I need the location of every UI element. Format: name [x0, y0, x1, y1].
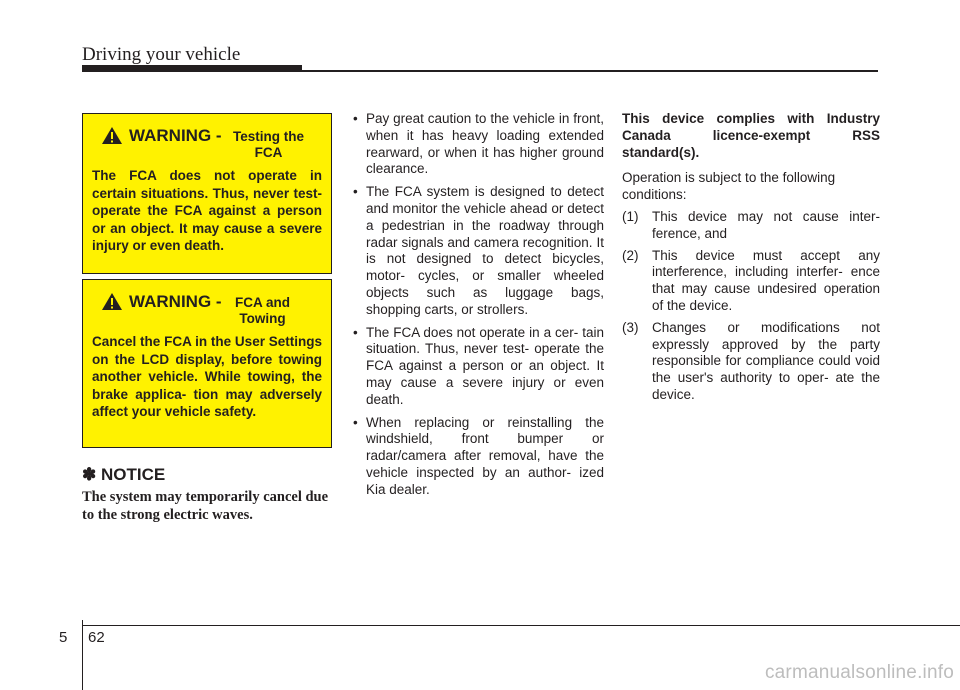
- list-item-text: The FCA does not operate in a cer- tain situation. Thus, never test- operate the FCA against a person or an object. It may cause a severe injury or even death.: [366, 324, 604, 407]
- list-item: [352, 184, 604, 318]
- bullet-dot-icon: •: [353, 414, 358, 430]
- condition-text: Changes or modifications not expressly approved by the party responsible for compliance could void the user's authority to oper- ate the device.: [652, 319, 880, 402]
- bullet-dot-icon: •: [353, 111, 358, 126]
- warning-box-testing: [82, 113, 332, 274]
- chapter-number: 5: [59, 629, 68, 646]
- warning-subtitle: Testing the FCA: [233, 129, 305, 160]
- warning-subtitle: FCA and Towing: [235, 295, 291, 326]
- notice-body: The system may temporarily cancel due to the strong electric waves.: [82, 489, 329, 523]
- condition-item: [622, 320, 880, 404]
- list-item-text: Pay great caution to the vehicle in front, when it has heavy loading extended rearward, or when it has higher ground clearance.: [366, 111, 604, 177]
- warning-box-towing: [82, 279, 332, 448]
- condition-text: This device must accept any interference, including interfer- ence that may cause undesired operation of the device.: [652, 247, 880, 313]
- header-bar: [82, 65, 302, 72]
- condition-number: (1): [622, 208, 639, 224]
- footer-divider: [82, 620, 83, 690]
- page-header-title: Driving your vehicle: [82, 44, 241, 65]
- bullet-dot-icon: •: [353, 184, 358, 200]
- condition-item: [622, 248, 880, 315]
- compliance-section: [622, 111, 880, 409]
- watermark: carmanualsonline.info: [764, 662, 954, 683]
- warning-heading: [92, 292, 322, 327]
- warning-triangle-icon: [101, 292, 123, 311]
- warning-heading: [92, 126, 322, 161]
- warning-label: WARNING -: [129, 292, 222, 311]
- bullet-dot-icon: •: [353, 324, 358, 340]
- header-rule: [302, 70, 878, 72]
- compliance-statement: This device complies with Industry Canada licence-exempt RSS standard(s).: [622, 111, 880, 160]
- warning-triangle-icon: [101, 126, 123, 145]
- list-item-text: The FCA system is designed to detect and monitor the vehicle ahead or detect a pedestrian in the roadway through radar signals and camera recognition. It is not designed to detect bicycles, motor- cycles, or smaller wheeled objects such as luggage bags, shopping carts, or strollers.: [366, 184, 604, 317]
- condition-number: (2): [622, 247, 639, 263]
- list-item: [352, 325, 604, 409]
- list-item: [352, 415, 604, 499]
- warning-body: Cancel the FCA in the User Settings on the LCD display, before towing another vehicle. While towing, the brake applica- tion may adversely affect your vehicle safety.: [92, 334, 322, 419]
- notice-title: ✽ NOTICE: [82, 465, 166, 484]
- condition-number: (3): [622, 319, 639, 335]
- conditions-intro: Operation is subject to the following conditions:: [622, 170, 836, 203]
- page-number: 62: [88, 629, 105, 646]
- warning-label: WARNING -: [129, 126, 222, 145]
- condition-item: [622, 209, 880, 243]
- bullet-list: [352, 111, 604, 505]
- warning-body: The FCA does not operate in certain situations. Thus, never test-operate the FCA against a person or an object. It may cause a severe injury or even death.: [92, 168, 322, 253]
- condition-text: This device may not cause inter- ference, and: [652, 208, 880, 241]
- list-item-text: When replacing or reinstalling the windshield, front bumper or radar/camera after removal, have the vehicle inspected by an author- ized Kia dealer.: [366, 414, 604, 497]
- list-item: [352, 111, 604, 178]
- footer-rule: [82, 625, 960, 626]
